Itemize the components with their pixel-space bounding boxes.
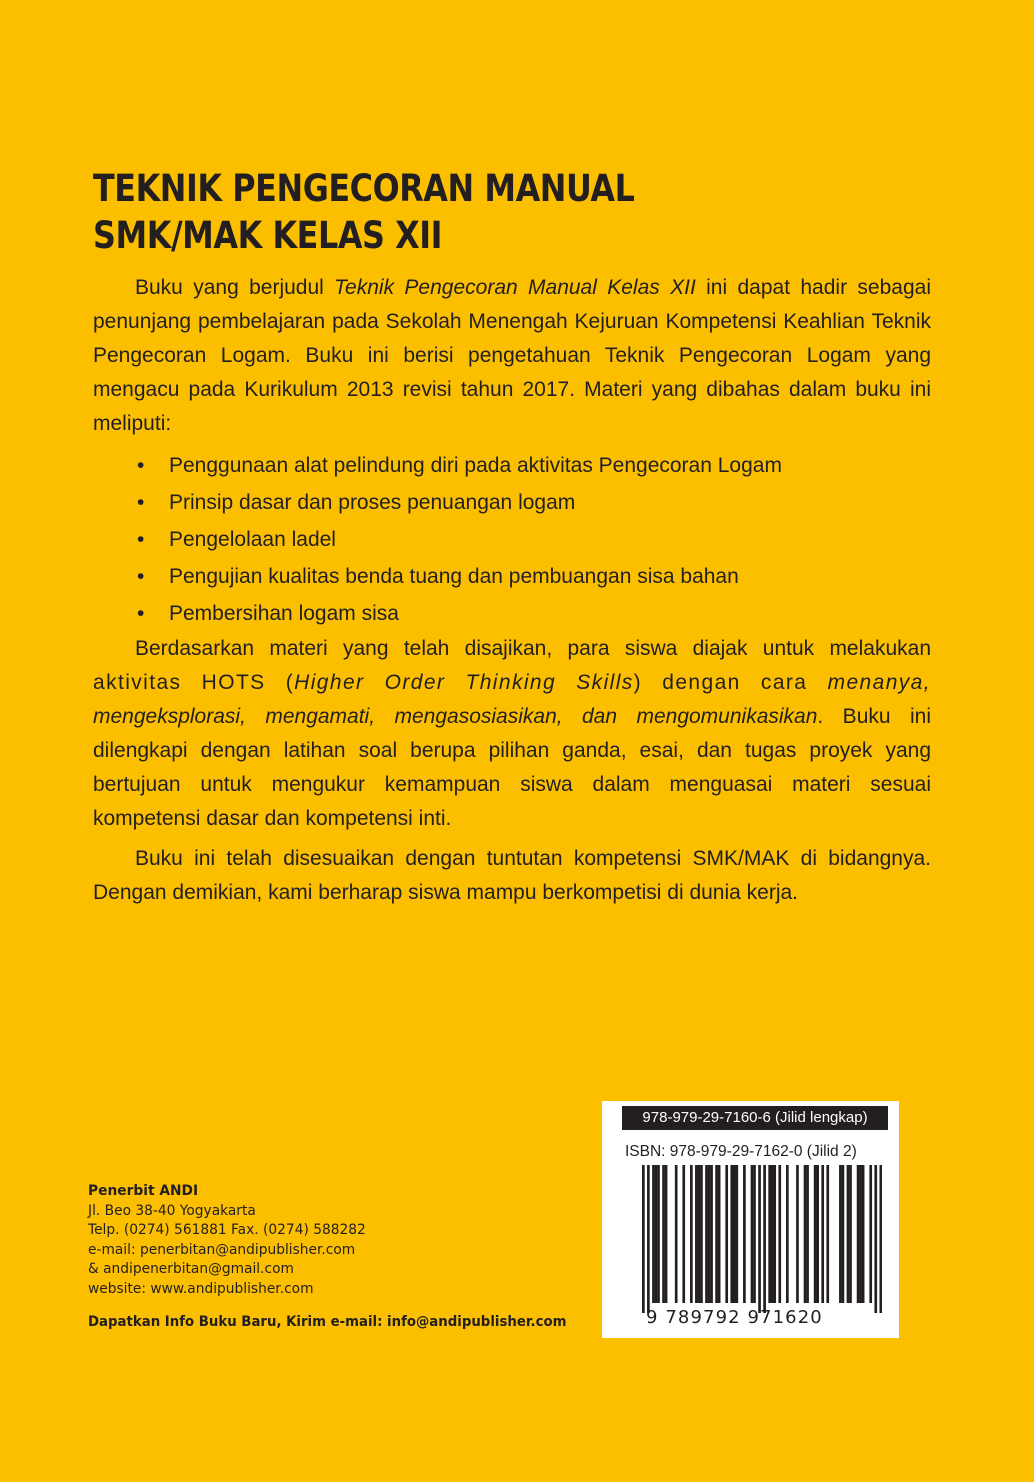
barcode-bar [806, 1165, 809, 1303]
book-title-line-1: TEKNIK PENGECORAN MANUAL [93, 167, 635, 210]
barcode-digits: 9 789792 971620 [646, 1307, 823, 1328]
barcode-bar [733, 1165, 736, 1303]
barcode-bar [657, 1165, 660, 1303]
barcode-bar [857, 1165, 860, 1303]
barcode-bar [778, 1165, 781, 1303]
intro-book-title: Teknik Pengecoran Manual Kelas XII [334, 276, 696, 299]
topic-text: Prinsip dasar dan proses penuangan logam [169, 491, 576, 514]
barcode-bar [695, 1165, 698, 1303]
topic-item [93, 595, 931, 632]
bullet-icon: • [137, 491, 145, 514]
barcode-bar [675, 1165, 678, 1303]
barcode-bar [869, 1165, 872, 1303]
barcode-icon [642, 1165, 882, 1313]
publisher-phone: Telp. (0274) 561881 Fax. (0274) 588282 [88, 1222, 366, 1239]
barcode-bar [804, 1165, 807, 1303]
isbn-volume: ISBN: 978-979-29-7162-0 (Jilid 2) [625, 1143, 857, 1160]
hots-post: ) dengan cara [633, 671, 828, 694]
barcode-bar [816, 1165, 819, 1303]
barcode-bar [821, 1165, 824, 1303]
barcode-bar [773, 1165, 776, 1303]
barcode-bar [847, 1165, 850, 1303]
barcode-bar [768, 1165, 771, 1303]
barcode-bar [874, 1165, 877, 1313]
barcode-bar [698, 1165, 701, 1303]
barcode-bar [725, 1165, 728, 1303]
barcode-bar [708, 1165, 711, 1303]
barcode-bar [730, 1165, 733, 1303]
method-list: mengeksplorasi, mengamati, mengasosiasikan, dan mengomunikasikan [93, 705, 818, 728]
topic-item [93, 558, 931, 595]
barcode-bar [839, 1165, 842, 1303]
bullet-icon: • [137, 528, 145, 551]
barcode-bar [718, 1165, 721, 1303]
closing-paragraph: Buku ini telah disesuaikan dengan tuntutan kompetensi SMK/MAK di bidangnya. Dengan demikian, kami berharap siswa mampu berkompetisi di dunia kerja. [93, 847, 931, 904]
barcode-bar [682, 1165, 685, 1303]
isbn-complete-set: 978-979-29-7160-6 (Jilid lengkap) [622, 1106, 888, 1130]
bullet-icon: • [137, 565, 145, 588]
topic-item [93, 521, 931, 558]
barcode-bar [814, 1165, 817, 1303]
hots-term: Higher Order Thinking Skills [294, 671, 634, 694]
bullet-icon: • [137, 602, 145, 625]
barcode-bar [826, 1165, 829, 1303]
topic-text: Pembersihan logam sisa [169, 602, 399, 625]
barcode-bar [862, 1165, 865, 1303]
topic-item [93, 447, 931, 484]
barcode-bar [879, 1165, 882, 1313]
barcode-bar [751, 1165, 754, 1303]
barcode-bar [705, 1165, 708, 1303]
promo-text: Dapatkan Info Buku Baru, Kirim e-mail: info@andipublisher.com [88, 1314, 567, 1330]
methods-rest: . Buku ini dilengkapi dengan latihan soal berupa pilihan ganda, esai, dan tugas proyek yang bertujuan untuk mengukur kemampuan siswa dalam menguasai materi sesuai kompetensi dasar dan kompetensi inti. [93, 705, 931, 830]
publisher-name: Penerbit ANDI [88, 1183, 199, 1199]
topic-item [93, 484, 931, 521]
publisher-info [88, 1182, 366, 1300]
publisher-address: Jl. Beo 38-40 Yogyakarta [88, 1202, 256, 1219]
topic-text: Pengelolaan ladel [169, 528, 336, 551]
isbn-box [602, 1101, 899, 1338]
barcode-bar [662, 1165, 665, 1303]
barcode-bar [743, 1165, 746, 1303]
publisher-email-alt: & andipenerbitan@gmail.com [88, 1261, 294, 1278]
publisher-email: e-mail: penerbitan@andipublisher.com [88, 1241, 356, 1258]
barcode-bar [735, 1165, 738, 1303]
barcode-bar [647, 1165, 650, 1313]
barcode-bar [786, 1165, 789, 1303]
book-title-line-2: SMK/MAK KELAS XII [93, 214, 443, 257]
bullet-icon: • [137, 454, 145, 477]
barcode-bar [849, 1165, 852, 1303]
intro-post: ini dapat hadir sebagai penunjang pembelajaran pada Sekolah Menengah Kejuruan Kompetensi Keahlian Teknik Pengecoran Logam. Buku ini berisi pengetahuan Teknik Pengecoran Logam yang mengacu pada Kurikulum 2013 revisi tahun 2017. Materi yang dibahas dalam buku ini meliputi: [93, 276, 931, 435]
hots-pre: aktivitas HOTS ( [93, 671, 295, 694]
topic-list [93, 447, 931, 632]
barcode-bar [642, 1165, 645, 1313]
barcode-bar [655, 1165, 658, 1303]
book-title [93, 165, 634, 259]
barcode-bar [710, 1165, 713, 1303]
publisher-website: website: www.andipublisher.com [88, 1280, 314, 1297]
synopsis [93, 271, 931, 910]
barcode-bar [665, 1165, 668, 1303]
barcode-bar [715, 1165, 718, 1303]
barcode-bar [652, 1165, 655, 1303]
method-menanya: menanya, [827, 671, 931, 694]
barcode-bar [758, 1165, 761, 1313]
topic-text: Penggunaan alat pelindung diri pada aktivitas Pengecoran Logam [169, 454, 782, 477]
barcode-bar [753, 1165, 756, 1303]
barcode-bar [859, 1165, 862, 1303]
methods-paragraph [93, 632, 931, 836]
barcode-bar [700, 1165, 703, 1303]
intro-pre: Buku yang berjudul [135, 276, 335, 299]
barcode-bar [763, 1165, 766, 1313]
barcode-bar [796, 1165, 799, 1303]
barcode-bar [690, 1165, 693, 1303]
barcode-bar [771, 1165, 774, 1303]
barcode-bar [842, 1165, 845, 1303]
topic-text: Pengujian kualitas benda tuang dan pembuangan sisa bahan [169, 565, 739, 588]
intro-paragraph [93, 271, 931, 441]
methods-line-1: Berdasarkan materi yang telah disajikan, para siswa diajak untuk melakukan [135, 637, 931, 660]
